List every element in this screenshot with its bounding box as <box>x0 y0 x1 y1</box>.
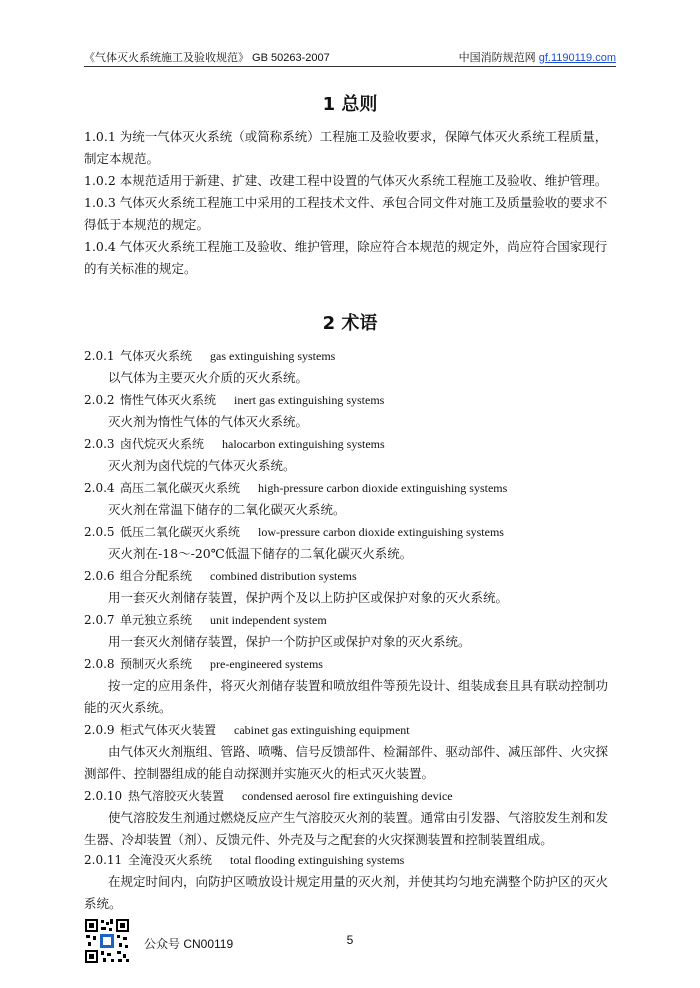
footer-account: 公众号 CN00119 <box>144 937 234 951</box>
term-number: 2.0.8 <box>84 657 115 671</box>
term-chinese: 热气溶胶灭火装置 <box>128 789 225 803</box>
term-2-0-11 <box>84 851 616 869</box>
term-definition: 用一套灭火剂储存装置，保护两个及以上防护区或保护对象的灭火系统。 <box>108 590 509 605</box>
term-definition: 在规定时间内，向防护区喷放设计规定用量的灭火剂，并使其均匀地充满整个防护区的灭火系统。 <box>84 874 609 911</box>
term-definition: 灭火剂在-18～-20℃低温下储存的二氧化碳灭火系统。 <box>108 546 413 561</box>
header-site <box>459 52 616 64</box>
term-2-0-3 <box>84 435 616 453</box>
term-number: 2.0.10 <box>84 789 123 803</box>
page-number: 5 <box>346 933 354 947</box>
term-number: 2.0.4 <box>84 481 115 495</box>
term-number: 2.0.7 <box>84 613 115 627</box>
term-2-0-4 <box>84 479 616 497</box>
term-2-0-9 <box>84 721 616 739</box>
term-2-0-10 <box>84 787 616 805</box>
term-chinese: 惰性气体灭火系统 <box>120 393 217 407</box>
term-number: 2.0.6 <box>84 569 115 583</box>
term-english: combined distribution systems <box>210 569 357 583</box>
term-definition: 灭火剂为惰性气体的气体灭火系统。 <box>108 414 309 429</box>
term-chinese: 气体灭火系统 <box>120 349 193 363</box>
term-definition: 以气体为主要灭火介质的灭火系统。 <box>108 370 309 385</box>
term-definition: 使气溶胶发生剂通过燃烧反应产生气溶胶灭火剂的装置。通常由引发器、气溶胶发生剂和发生器、冷却装置（剂）、反馈元件、外壳及与之配套的火灾探测装置和控制装置组成。 <box>84 810 609 847</box>
term-number: 2.0.5 <box>84 525 115 539</box>
clause-1-0-2: 1.0.2 本规范适用于新建、扩建、改建工程中设置的气体灭火系统工程施工及验收、维护管理。 <box>84 173 608 188</box>
term-english: low-pressure carbon dioxide extinguishing systems <box>258 525 504 539</box>
term-english: high-pressure carbon dioxide extinguishing systems <box>258 481 508 495</box>
term-chinese: 全淹没灭火系统 <box>128 853 213 867</box>
clause-1-0-4: 1.0.4 气体灭火系统工程施工及验收、维护管理，除应符合本规范的规定外，尚应符合国家现行的有关标准的规定。 <box>84 239 608 276</box>
clause-1-0-1: 1.0.1 为统一气体灭火系统（或简称系统）工程施工及验收要求，保障气体灭火系统工程质量，制定本规范。 <box>84 129 608 166</box>
term-2-0-1 <box>84 347 616 365</box>
term-number: 2.0.2 <box>84 393 115 407</box>
chapter-1-title: 1 总则 <box>322 94 378 115</box>
term-definition: 由气体灭火剂瓶组、管路、喷嘴、信号反馈部件、检漏部件、驱动部件、减压部件、火灾探测部件、控制器组成的能自动探测并实施灭火的柜式灭火装置。 <box>84 744 609 781</box>
term-chinese: 预制灭火系统 <box>120 657 193 671</box>
term-english: cabinet gas extinguishing equipment <box>234 723 410 737</box>
header-document-title: 《气体灭火系统施工及验收规范》 GB 50263-2007 <box>84 52 330 64</box>
chapter-2-title: 2 术语 <box>322 313 378 334</box>
term-english: unit independent system <box>210 613 327 627</box>
term-2-0-7 <box>84 611 616 629</box>
term-2-0-6 <box>84 567 616 585</box>
term-english: gas extinguishing systems <box>210 349 336 363</box>
term-2-0-2 <box>84 391 616 409</box>
term-definition: 灭火剂为卤代烷的气体灭火系统。 <box>108 458 296 473</box>
term-2-0-5 <box>84 523 616 541</box>
page-header <box>84 52 616 67</box>
clause-1-0-3: 1.0.3 气体灭火系统工程施工中采用的工程技术文件、承包合同文件对施工及质量验收的要求不得低于本规范的规定。 <box>84 195 608 232</box>
term-number: 2.0.3 <box>84 437 115 451</box>
term-chinese: 低压二氧化碳灭火系统 <box>120 525 241 539</box>
term-chinese: 单元独立系统 <box>120 613 193 627</box>
term-definition: 灭火剂在常温下储存的二氧化碳灭火系统。 <box>108 502 346 517</box>
header-site-name: 中国消防规范网 <box>458 52 536 64</box>
term-number: 2.0.1 <box>84 349 115 363</box>
term-definition: 按一定的应用条件，将灭火剂储存装置和喷放组件等预先设计、组装成套且具有联动控制功能的灭火系统。 <box>84 678 609 715</box>
term-2-0-8 <box>84 655 616 673</box>
term-definition: 用一套灭火剂储存装置，保护一个防护区或保护对象的灭火系统。 <box>108 634 471 649</box>
term-english: inert gas extinguishing systems <box>234 393 385 407</box>
term-chinese: 卤代烷灭火系统 <box>120 437 205 451</box>
term-english: total flooding extinguishing systems <box>230 853 405 867</box>
term-english: condensed aerosol fire extinguishing device <box>242 789 453 803</box>
term-english: halocarbon extinguishing systems <box>222 437 385 451</box>
term-chinese: 组合分配系统 <box>120 569 193 583</box>
term-chinese: 柜式气体灭火装置 <box>120 723 217 737</box>
term-chinese: 高压二氧化碳灭火系统 <box>120 481 241 495</box>
term-english: pre-engineered systems <box>210 657 323 671</box>
term-number: 2.0.11 <box>84 853 123 867</box>
header-site-link[interactable]: gf.1190119.com <box>538 52 616 64</box>
term-number: 2.0.9 <box>84 723 115 737</box>
